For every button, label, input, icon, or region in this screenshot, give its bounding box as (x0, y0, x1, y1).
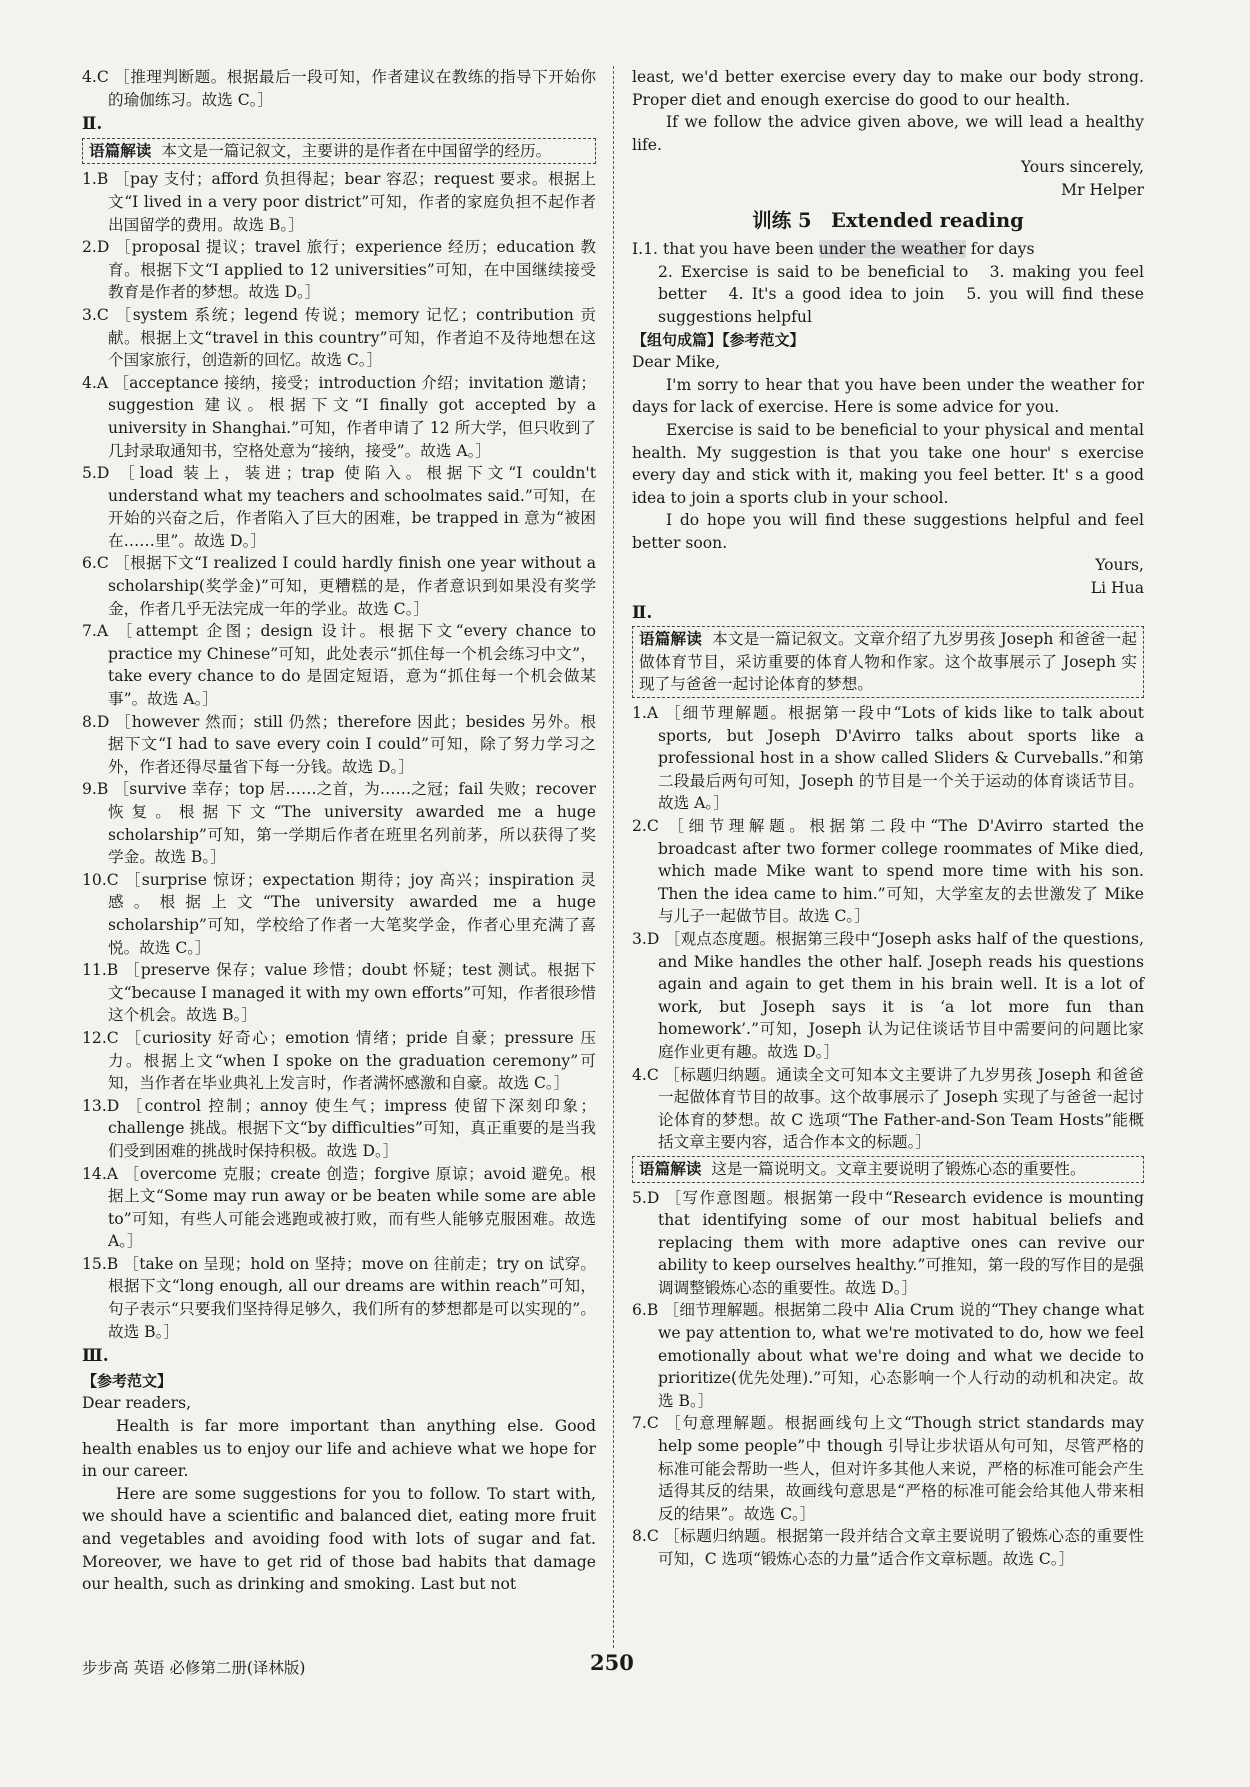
letter-greeting: Dear readers, (82, 1394, 192, 1413)
letter-greeting: Dear Mike, (632, 353, 721, 372)
page-number: 250 (590, 1650, 634, 1675)
answer-item: 6.C ［根据下文“I realized I could hardly finish one year without a scholarship(奖学金)”可知，更糟糕的是，作者意识到如果没有奖学金，作者几乎无法完成一年的学业。故选 C。］ (82, 554, 596, 618)
letter-paragraph: If we follow the advice given above, we will lead a healthy life. (632, 113, 1144, 154)
box-label: 语篇解读 (89, 141, 152, 160)
answer-item: 12.C ［curiosity 好奇心；emotion 情绪；pride 自豪；pressure 压力。根据上文“when I spoke on the graduation ceremony”可知，当作者在毕业典礼上发言时，作者满怀感激和自豪。故选 C。］ (82, 1028, 596, 1093)
letter-paragraph: least, we'd better exercise every day to make our body strong. Proper diet and enough exercise do good to our health. (632, 68, 1144, 109)
answer-item: 10.C ［surprise 惊讶；expectation 期待；joy 高兴；inspiration 灵感。根据上文“The university awarded me a huge scholarship”可知，学校给了作者一大笔奖学金，作者心里充满了喜悦。故选 C。］ (82, 870, 596, 957)
answer-item: 3.D ［观点态度题。根据第三段中“Joseph asks half of the questions, and Mike handles the other half. Joseph reads his questions again and again to get them in his brain well. It is a lot of work, but Joseph says it is ‘a lot more fun than homework’.”可知，Joseph 认为记住谈话节目中需要问的问题比家庭作业更有趣。故选 D。］ (632, 929, 1144, 1061)
letter-signoff: Yours sincerely, (1020, 158, 1144, 177)
answer-item: 4.A ［acceptance 接纳，接受；introduction 介绍；invitation 邀请；suggestion 建议。根据下文“I finally got accepted by a university in Shanghai.”可知，作者申请了 12 所大学，但只收到了几封录取通知书，空格处意为“接纳，接受”。故选 A。］ (82, 373, 596, 460)
box-label: 语篇解读 (639, 1159, 702, 1178)
box-text: 本文是一篇记叙文，主要讲的是作者在中国留学的经历。 (161, 141, 552, 160)
column-divider (613, 66, 614, 1648)
answer-item: 14.A ［overcome 克服；create 创造；forgive 原谅；avoid 避免。根据上文“Some may run away or be beaten while some are able to”可知，有些人可能会逃跑或被打败，而有些人能够克服困难。故选 A。］ (82, 1164, 596, 1251)
section-heading: Ⅲ. (82, 1346, 109, 1367)
answer-item: 15.B ［take on 呈现；hold on 坚持；move on 往前走；try on 试穿。根据下文“long enough, all our dreams are within reach”可知，句子表示“只要我们坚持得足够久，我们所有的梦想都是可以实现的”。故选 B。］ (82, 1254, 596, 1341)
answer-item: 1.A ［细节理解题。根据第一段中“Lots of kids like to talk about sports, but Joseph D'Avirro talks about sports like a professional host in a show called Sliders & Curveballs.”和第二段最后两句可知，Joseph 的节目是一个关于运动的体育谈话节目。故选 A。］ (632, 704, 1144, 813)
answer-item: 4.C ［推理判断题。根据最后一段可知，作者建议在教练的指导下开始你的瑜伽练习。故选 C。］ (82, 68, 596, 109)
reference-tag: 【组句成篇】【参考范文】 (632, 330, 805, 349)
answer-item: 5.D ［写作意图题。根据第一段中“Research evidence is mounting that identifying some of our most habitual beliefs and replacing them with more adaptive ones can revive our ability to keep ourselves healthy.”可推知，第一段的写作目的是强调调整锻炼心态的重要性。故选 D。］ (632, 1188, 1144, 1297)
exercise-answers: 2. Exercise is said to be beneficial to 3. making you feel better 4. It's a good idea to join 5. you will find these suggestions helpful (658, 262, 1144, 326)
answer-item: 1.B ［pay 支付；afford 负担得起；bear 容忍；request 要求。根据上文“I lived in a very poor district”可知，作者的家庭负担不起作者出国留学的费用。故选 B。］ (82, 170, 596, 234)
box-text: 本文是一篇记叙文。文章介绍了九岁男孩 Joseph 和爸爸一起做体育节目，采访重要的体育人物和作家。这个故事展示了 Joseph 实现了与爸爸一起讨论体育的梦想。 (639, 630, 1137, 694)
section-heading: Ⅱ. (632, 602, 653, 623)
right-column (632, 66, 1144, 1571)
letter-paragraph: Exercise is said to be beneficial to your physical and mental health. My suggestion is that you take one hour' s exercise every day and stick with it, making you feel better. It' s a good idea to join a sports club in your school. (632, 420, 1144, 507)
box-label: 语篇解读 (639, 630, 702, 649)
letter-signature: Mr Helper (1061, 180, 1144, 199)
letter-paragraph: Health is far more important than anything else. Good health enables us to enjoy our life and achieve what we hope for in our career. (82, 1417, 596, 1481)
reference-tag: 【参考范文】 (82, 1371, 173, 1390)
highlighted-phrase: under the weather (818, 240, 966, 259)
exercise-text: for days (965, 240, 1035, 259)
answer-item: 7.C ［句意理解题。根据画线句上文“Though strict standards may help some people”中 though 引导让步状语从句可知，尽管严格的标准可能会帮助一些人，但对许多其他人来说，严格的标准可能会产生适得其反的结果，故画线句意思是“严格的标准可能会给其他人带来相反的结果”。故选 C。］ (632, 1414, 1144, 1523)
letter-paragraph: Here are some suggestions for you to follow. To start with, we should have a scientific and balanced diet, eating more fruit and vegetables and avoiding food with lots of sugar and fat. Moreover, we have to get rid of those bad habits that damage our health, such as drinking and smoking. Last but not (82, 1484, 596, 1594)
exercise-answer (632, 238, 1144, 261)
section-title: 训练 5 Extended reading (752, 208, 1024, 232)
answer-item: 11.B ［preserve 保存；value 珍惜；doubt 怀疑；test 测试。根据下文“because I managed it with my own efforts”可知，作者很珍惜这个机会。故选 B。］ (82, 961, 596, 1025)
section-heading: Ⅱ. (82, 114, 103, 135)
answer-item: 6.B ［细节理解题。根据第二段中 Alia Crum 说的“They change what we pay attention to, what we're motivated to do, how we feel emotionally about what we're doing and what we decide to prioritize(优先处理).”可知，心态影响一个人行动的动机和决定。故选 B。］ (632, 1301, 1144, 1410)
answer-item: 4.C ［标题归纳题。通读全文可知本文主要讲了九岁男孩 Joseph 和爸爸一起做体育节目的故事。这个故事展示了 Joseph 实现了与爸爸一起讨论体育的梦想。故 C 选项“The Father-and-Son Team Hosts”能概括文章主要内容，适合作本文的标题。］ (632, 1065, 1144, 1152)
passage-analysis-box (632, 1156, 1144, 1183)
book-title: 步步高 英语 必修第二册(译林版) (82, 1659, 306, 1677)
letter-paragraph: I'm sorry to hear that you have been under the weather for days for lack of exercise. Here is some advice for you. (632, 375, 1144, 417)
box-text: 这是一篇说明文。文章主要说明了锻炼心态的重要性。 (711, 1159, 1086, 1178)
answer-item: 13.D ［control 控制；annoy 使生气；impress 使留下深刻印象；challenge 挑战。根据下文“by difficulties”可知，真正重要的是当我们受到困难的挑战时保持积极。故选 D。］ (82, 1096, 596, 1160)
answer-item: 7.A ［attempt 企图；design 设计。根据下文“every chance to practice my Chinese”可知，此处表示“抓住每一个机会练习中文”，take every chance to do 是固定短语，意为“抓住每一个机会做某事”。故选 A。］ (82, 622, 596, 709)
passage-analysis-box (82, 138, 596, 165)
answer-item: 8.C ［标题归纳题。根据第一段并结合文章主要说明了锻炼心态的重要性可知，C 选项“锻炼心态的力量”适合作文章标题。故选 C。］ (632, 1527, 1144, 1568)
answer-item: 2.D ［proposal 提议；travel 旅行；experience 经历；education 教育。根据下文“I applied to 12 universities”可知，在中国继续接受教育是作者的梦想。故选 D。］ (82, 238, 596, 302)
letter-paragraph: I do hope you will find these suggestions helpful and feel better soon. (632, 511, 1144, 552)
answer-item: 8.D ［however 然而；still 仍然；therefore 因此；besides 另外。根据下文“I had to save every coin I could”可知，除了努力学习之外，作者还得尽量省下每一分钱。故选 D。］ (82, 712, 596, 776)
answer-item: 5.D ［load 装上，装进；trap 使陷入。根据下文“I couldn't understand what my teachers and schoolmates said.”可知，在开始的兴奋之后，作者陷入了巨大的困难，be trapped in 意为“被困在……里”。故选 D。］ (82, 464, 596, 550)
letter-signoff: Yours, (1095, 556, 1144, 575)
exercise-text: Ⅰ.1. that you have been (632, 240, 819, 259)
left-column (82, 66, 596, 1596)
answer-item: 3.C ［system 系统；legend 传说；memory 记忆；contribution 贡献。根据上文“travel in this country”可知，作者迫不及待地想在这个国家旅行，创造新的回忆。故选 C。］ (82, 305, 596, 370)
answer-item: 9.B ［survive 幸存；top 居……之首，为……之冠；fail 失败；recover 恢复。根据下文“The university awarded me a huge scholarship”可知，第一学期后作者在班里名列前茅，所以获得了奖学金。故选 B。］ (82, 780, 596, 867)
passage-analysis-box (632, 626, 1144, 698)
letter-signature: Li Hua (1090, 579, 1144, 598)
answer-item: 2.C ［细节理解题。根据第二段中“The D'Avirro started the broadcast after two former college roommates of Mike died, which made Mike want to spend more time with his son. Then the idea came to him.”可知，大学室友的去世激发了 Mike 与儿子一起做节目。故选 C。］ (632, 817, 1144, 926)
